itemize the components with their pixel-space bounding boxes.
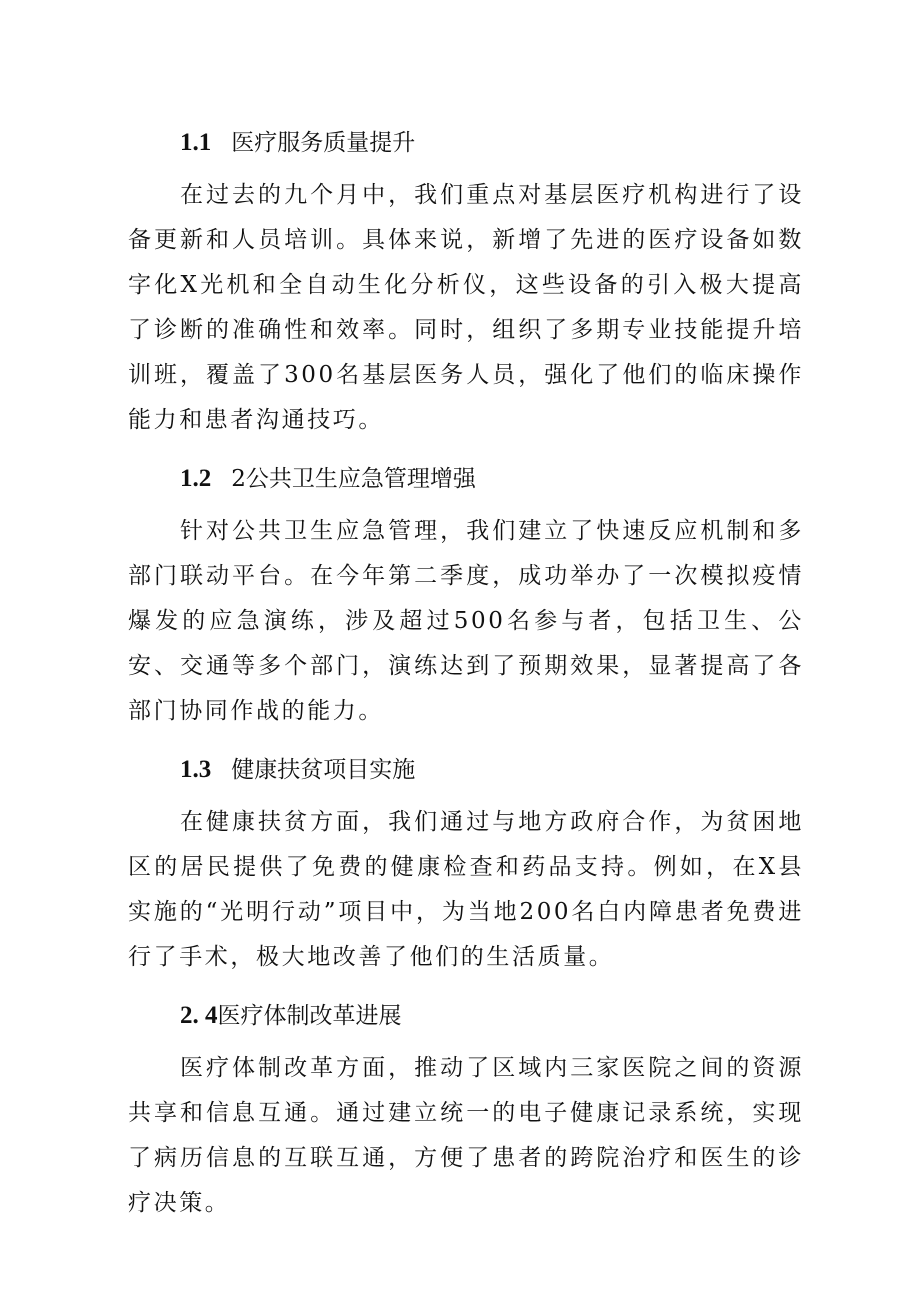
section-title: 医疗体制改革进展 bbox=[217, 1003, 402, 1029]
section-number: 1.3 bbox=[180, 756, 212, 783]
section-heading-1-2 bbox=[128, 454, 804, 504]
section-heading-2-4 bbox=[128, 991, 804, 1041]
section-paragraph-1-3: 在健康扶贫方面，我们通过与地方政府合作，为贫困地区的居民提供了免费的健康检查和药品支持。例如，在X县实施的“光明行动”项目中，为当地200名白内障患者免费进行了手术，极大地改善了他们的生活质量。 bbox=[128, 809, 804, 970]
section-paragraph-2-4: 医疗体制改革方面，推动了区域内三家医院之间的资源共享和信息互通。通过建立统一的电子健康记录系统，实现了病历信息的互联互通，方便了患者的跨院治疗和医生的诊疗决策。 bbox=[128, 1055, 804, 1216]
section-heading-1-1 bbox=[128, 118, 804, 168]
section-number: 1.2 bbox=[180, 465, 212, 492]
section-number: 1.1 bbox=[180, 129, 212, 156]
section-paragraph-1-2: 针对公共卫生应急管理，我们建立了快速反应机制和多部门联动平台。在今年第二季度，成功举办了一次模拟疫情爆发的应急演练，涉及超过500名参与者，包括卫生、公安、交通等多个部门，演练达到了预期效果，显著提高了各部门协同作战的能力。 bbox=[128, 518, 804, 724]
section-title: 2公共卫生应急管理增强 bbox=[231, 466, 476, 492]
section-title: 健康扶贫项目实施 bbox=[231, 757, 416, 783]
section-heading-1-3 bbox=[128, 745, 804, 795]
section-title: 医疗服务质量提升 bbox=[231, 130, 416, 156]
section-number: 2. 4 bbox=[180, 1002, 218, 1029]
document-body bbox=[128, 118, 804, 1237]
section-paragraph-1-1: 在过去的九个月中，我们重点对基层医疗机构进行了设备更新和人员培训。具体来说，新增了先进的医疗设备如数字化X光机和全自动生化分析仪，这些设备的引入极大提高了诊断的准确性和效率。同时，组织了多期专业技能提升培训班，覆盖了300名基层医务人员，强化了他们的临床操作能力和患者沟通技巧。 bbox=[128, 182, 804, 433]
